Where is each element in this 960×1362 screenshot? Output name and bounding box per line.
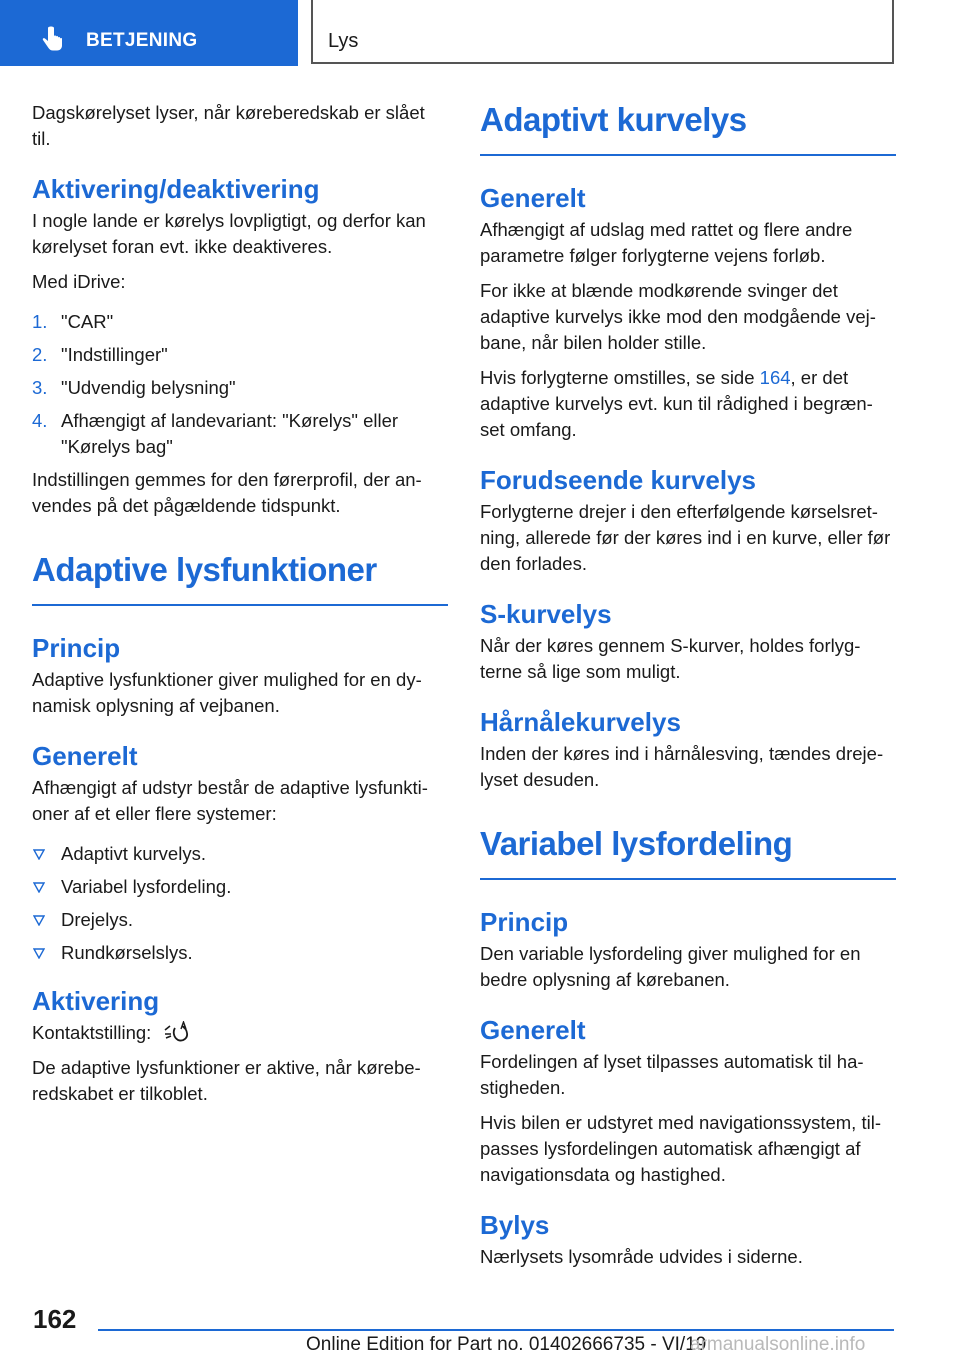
system-text: Variabel lysfordeling. <box>61 876 232 897</box>
general-text-1: Afhængigt af udslag med rattet og flere andre parametre følger forlygterne vejens forløb. <box>480 219 853 266</box>
adaptive-title: Adaptive lysfunktioner <box>32 550 448 606</box>
step-number: 4. <box>32 410 48 431</box>
city-heading: Bylys <box>480 1210 550 1240</box>
left-column <box>32 100 448 1116</box>
v-principle-text: Den variable lysfordeling giver mulighed for en bedre oplysning af kørebanen. <box>480 943 861 990</box>
hairpin-text: Inden der køres ind i hårnålesving, tændes dreje-lyset desuden. <box>480 743 884 790</box>
triangle-bullet-icon <box>33 882 45 893</box>
general-text-2: For ikke at blænde modkørende svinger det adaptive kurvelys ikke mod den modgående vej-bane, når bilen holder stille. <box>480 280 876 353</box>
section-label: BETJENING <box>86 30 198 51</box>
step-number: 2. <box>32 344 48 365</box>
principle-heading: Princip <box>32 633 121 663</box>
predictive-text: Forlygterne drejer i den efterfølgende kørselsret-ning, allerede før der køres ind i en kurve, eller før den forlades. <box>480 501 891 574</box>
triangle-bullet-icon <box>33 849 45 860</box>
step-number: 1. <box>32 311 48 332</box>
v-general-heading: Generelt <box>480 1015 586 1045</box>
ignition-on-icon <box>162 1021 192 1043</box>
triangle-bullet-icon <box>33 948 45 959</box>
section-tab <box>0 0 298 66</box>
list-item <box>32 342 448 368</box>
page-header <box>0 0 960 66</box>
topic-box <box>311 0 894 64</box>
list-item <box>32 375 448 401</box>
active-text: De adaptive lysfunktioner er aktive, når kørebe-redskabet er tilkoblet. <box>32 1057 421 1104</box>
v-general-text-1: Fordelingen af lyset tilpasses automatisk til ha-stigheden. <box>480 1051 864 1098</box>
city-text: Nærlysets lysområde udvides i siderne. <box>480 1246 803 1267</box>
idrive-text: Med iDrive: <box>32 271 126 292</box>
saved-text: Indstillingen gemmes for den førerprofil, der an-vendes på det pågældende tidspunkt. <box>32 469 422 516</box>
edition-text: Online Edition for Part no. 01402666735 - VI/19 <box>306 1334 707 1355</box>
activation-heading: Aktivering/deaktivering <box>32 174 320 204</box>
general-heading: Generelt <box>32 741 138 771</box>
list-item <box>32 841 448 867</box>
general-heading: Generelt <box>480 183 586 213</box>
activation-text: I nogle lande er kørelys lovpligtigt, og derfor kan kørelyset foran evt. ikke deaktiveres. <box>32 210 426 257</box>
page-number: 162 <box>33 1304 77 1334</box>
s-curve-heading: S-kurvelys <box>480 599 612 629</box>
step-text: Afhængigt af landevariant: "Kørelys" eller "Kørelys bag" <box>61 410 399 457</box>
ignition-label: Kontaktstilling: <box>32 1022 152 1043</box>
step-text: "Indstillinger" <box>61 344 168 365</box>
list-item <box>32 907 448 933</box>
s-curve-text: Når der køres gennem S-kurver, holdes forlyg-terne så lige som muligt. <box>480 635 861 682</box>
step-text: "CAR" <box>61 311 114 332</box>
page-footer <box>0 1296 960 1362</box>
steps-list <box>32 309 448 460</box>
right-column <box>480 100 896 1279</box>
hairpin-heading: Hårnålekurvelys <box>480 707 681 737</box>
page-link[interactable]: 164 <box>759 367 791 388</box>
list-item <box>32 309 448 335</box>
list-item <box>32 408 448 460</box>
hand-pointer-icon <box>38 26 66 54</box>
variable-title: Variabel lysfordeling <box>480 824 896 880</box>
step-text: "Udvendig belysning" <box>61 377 236 398</box>
general-text-3-post: , er det adaptive kurvelys evt. kun til rådighed i begræn-set omfang. <box>480 367 873 440</box>
systems-list <box>32 841 448 966</box>
curve-title: Adaptivt kurvelys <box>480 100 896 156</box>
triangle-bullet-icon <box>33 915 45 926</box>
step-number: 3. <box>32 377 48 398</box>
v-general-text-2: Hvis bilen er udstyret med navigationssystem, til-passes lysfordelingen automatisk afhængigt af navigationsdata og hastighed. <box>480 1112 881 1185</box>
v-principle-heading: Princip <box>480 907 569 937</box>
activation2-heading: Aktivering <box>32 986 160 1016</box>
general-text: Afhængigt af udstyr består de adaptive lysfunkti-oner af et eller flere systemer: <box>32 777 428 824</box>
principle-text: Adaptive lysfunktioner giver mulighed for en dy-namisk oplysning af vejbanen. <box>32 669 422 716</box>
ignition-line <box>32 1020 448 1046</box>
system-text: Drejelys. <box>61 909 133 930</box>
watermark: armanualsonline.info <box>690 1334 866 1355</box>
footer-divider <box>98 1329 894 1331</box>
general-text-3-pre: Hvis forlygterne omstilles, se side <box>480 367 760 388</box>
system-text: Rundkørselslys. <box>61 942 193 963</box>
system-text: Adaptivt kurvelys. <box>61 843 206 864</box>
list-item <box>32 874 448 900</box>
predictive-heading: Forudseende kurvelys <box>480 465 756 495</box>
list-item <box>32 940 448 966</box>
general-text-3 <box>480 365 896 443</box>
intro-text: Dagskørelyset lyser, når køreberedskab er slået til. <box>32 102 425 149</box>
topic-label: Lys <box>328 30 359 52</box>
